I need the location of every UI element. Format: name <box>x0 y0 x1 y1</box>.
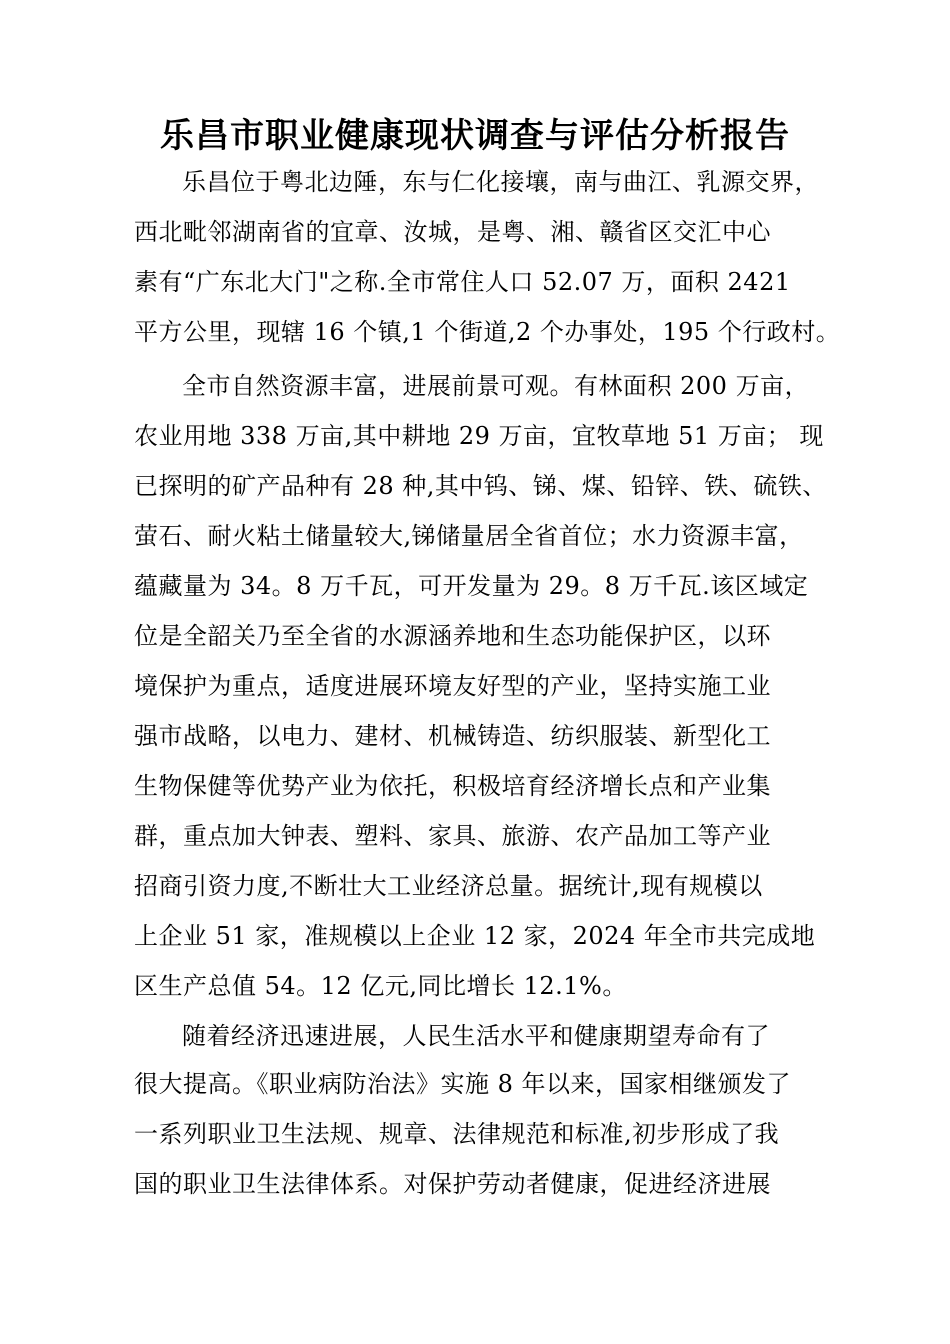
text-line: 生物保健等优势产业为依托，积极培育经济增长点和产业集 <box>134 772 771 800</box>
text-line: 国的职业卫生法律体系。对保护劳动者健康，促进经济进展 <box>134 1170 771 1198</box>
text-line: 上企业 51 家，准规模以上企业 12 家，2024 年全市共完成地 <box>134 922 816 950</box>
text-line: 强市战略，以电力、建材、机械铸造、纺织服装、新型化工 <box>134 722 771 750</box>
text-line: 蕴藏量为 34。8 万千瓦，可开发量为 29。8 万千瓦.该区域定 <box>134 572 809 600</box>
text-line: 招商引资力度,不断壮大工业经济总量。据统计,现有规模以 <box>134 872 763 900</box>
text-line: 已探明的矿产品种有 28 种,其中钨、锑、煤、铅锌、铁、硫铁、 <box>134 472 827 500</box>
text-line: 随着经济迅速进展，人民生活水平和健康期望寿命有了 <box>182 1022 770 1050</box>
text-line: 位是全韶关乃至全省的水源涵养地和生态功能保护区，以环 <box>134 622 771 650</box>
text-line: 境保护为重点，适度进展环境友好型的产业，坚持实施工业 <box>134 672 771 700</box>
text-line: 农业用地 338 万亩,其中耕地 29 万亩，宜牧草地 51 万亩； 现 <box>134 422 824 450</box>
text-line: 区生产总值 54。12 亿元,同比增长 12.1%。 <box>134 972 627 1000</box>
text-line: 平方公里，现辖 16 个镇,1 个街道,2 个办事处，195 个行政村。 <box>134 318 841 346</box>
text-line: 萤石、耐火粘土储量较大,锑储量居全省首位；水力资源丰富， <box>134 522 804 550</box>
text-line: 素有“广东北大门"之称.全市常住人口 52.07 万，面积 2421 <box>134 268 791 296</box>
text-line: 很大提高。《职业病防治法》实施 8 年以来，国家相继颁发了 <box>134 1070 792 1098</box>
text-line: 一系列职业卫生法规、规章、法律规范和标准,初步形成了我 <box>134 1120 780 1148</box>
text-line: 群，重点加大钟表、塑料、家具、旅游、农产品加工等产业 <box>134 822 771 850</box>
text-line: 西北毗邻湖南省的宜章、汝城，是粤、湘、赣省区交汇中心 <box>134 218 771 246</box>
text-line: 全市自然资源丰富，进展前景可观。有林面积 200 万亩， <box>182 372 810 400</box>
document-title: 乐昌市职业健康现状调查与评估分析报告 <box>160 116 790 156</box>
text-line: 乐昌位于粤北边陲，东与仁化接壤，南与曲江、乳源交界， <box>182 168 819 196</box>
